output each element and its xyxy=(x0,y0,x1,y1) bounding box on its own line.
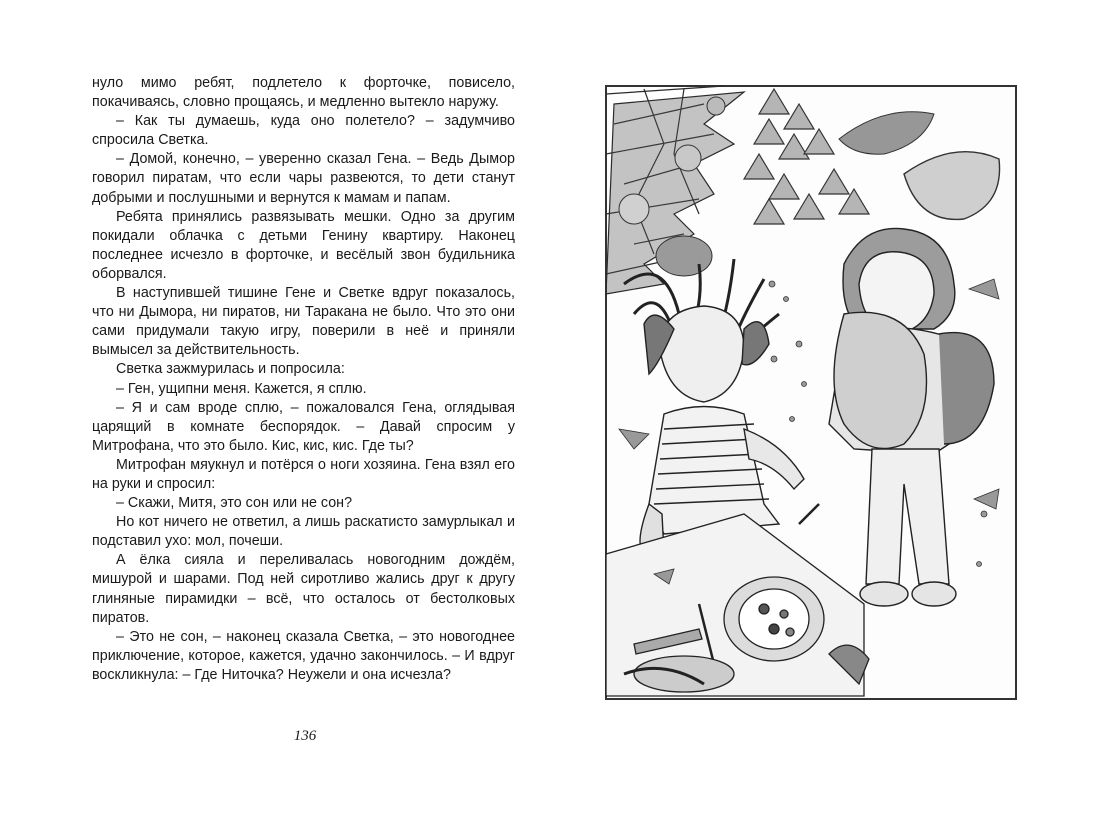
paragraph: – Как ты думаешь, куда оно полетело? – задумчиво спросила Светка. xyxy=(92,113,515,149)
paragraph: Но кот ничего не ответил, а лишь раскатисто замурлыкал и подставил ухо: мол, почеши. xyxy=(92,514,515,550)
ornament-ball xyxy=(675,145,701,171)
paragraph: А ёлка сияла и переливалась новогодним дождём, мишурой и шарами. Под ней сиротливо жались друг к другу глиняные пирамидки – всё, что осталось от бестолковых пиратов. xyxy=(92,552,515,626)
clay-pot xyxy=(656,236,712,276)
body-text xyxy=(92,74,515,685)
paragraph: – Ген, ущипни меня. Кажется, я сплю. xyxy=(116,380,367,397)
ornament-ball xyxy=(707,97,725,115)
paragraph: В наступившей тишине Гене и Светке вдруг показалось, что ни Дымора, ни пиратов, ни Таракана не было. Что это они сами придумали такую игру, поверили в неё и приняли вымысел за действительность. xyxy=(92,285,515,359)
illustration-drawing xyxy=(604,84,1018,701)
paragraph: – Домой, конечно, – уверенно сказал Гена. – Ведь Дымор говорил пиратам, что если чары развеются, то дети станут добрыми и послушными и вернутся к мамам и папам. xyxy=(92,151,515,206)
paragraph: Светка зажмурилась и попросила: xyxy=(116,361,345,378)
paragraph: Ребята принялись развязывать мешки. Одно за другим покидали облачка с детьми Генину квартиру. Наконец последнее исчезло в форточке, и весёлый звон будильника оборвался. xyxy=(92,208,515,282)
ornament-ball xyxy=(619,194,649,224)
paragraph: – Это не сон, – наконец сказала Светка, – это новогоднее приключение, которое, кажется, удачно закончилось. – И вдруг воскликнула: – Где Ниточка? Неужели и она исчезла? xyxy=(92,628,515,683)
paragraph: Митрофан мяукнул и потёрся о ноги хозяина. Гена взял его на руки и спросил: xyxy=(92,456,515,492)
page-number: 136 xyxy=(293,728,317,744)
illustration xyxy=(604,84,1018,701)
paragraph: нуло мимо ребят, подлетело к форточке, повисело, покачиваясь, словно прощаясь, и медленно вытекло наружу. xyxy=(92,75,515,111)
paragraph: – Я и сам вроде сплю, – пожаловался Гена, оглядывая царящий в комнате беспорядок. – Давай спросим у Митрофана, что это было. Кис, кис, кис. Где ты? xyxy=(92,399,515,454)
paragraph: – Скажи, Митя, это сон или не сон? xyxy=(116,495,353,512)
